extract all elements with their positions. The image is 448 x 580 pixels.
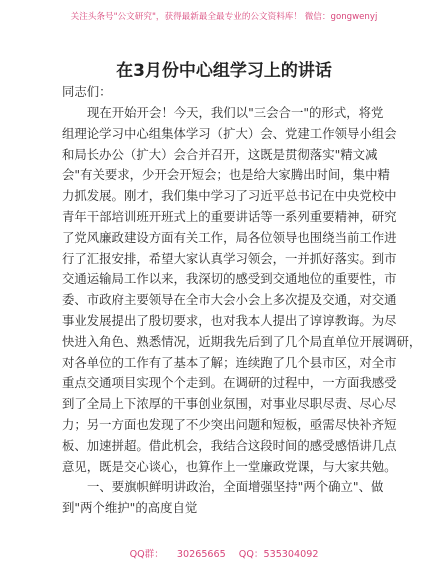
body-line: 力抓发展。刚才，我们集中学习了习近平总书记在中央党校中 (62, 188, 397, 204)
body-line: 和局长办公（扩大）会合并召开，这既是贯彻落实"精文减 (62, 146, 378, 162)
body-line: 重点交通项目实现个个走到。在调研的过程中，一方面我感受 (62, 375, 397, 391)
body-line: 到了全局上下浓厚的干事创业氛围，对事业尽职尽责、尽心尽 (62, 396, 397, 412)
body-line: 快进入角色、熟悉情况，近期我先后到了几个局直单位开展调研， (62, 333, 422, 349)
qq-group: QQ群： 30265665 (129, 549, 226, 560)
body-line: 对各单位的工作有了基本了解；连续跑了几个县市区，对全市 (62, 354, 397, 370)
body-line: 了党风廉政建设方面有关工作，局各位领导也围绕当前工作进 (62, 229, 397, 245)
qq-number: QQ：535304092 (238, 549, 319, 560)
body-line: 组理论学习中心组集体学习（扩大）会、党建工作领导小组会 (62, 125, 397, 141)
section-heading: 一、要旗帜鲜明讲政治，全面增强坚持"两个确立"、做 (87, 479, 384, 495)
body-line: 交通运输局工作以来，我深切的感受到交通地位的重要性，市 (62, 271, 397, 287)
contact-footer (0, 546, 448, 560)
salutation: 同志们： (62, 84, 112, 99)
body-line: 事业发展提出了殷切要求，也对我本人提出了谆谆教诲。为尽 (62, 312, 397, 328)
body-line: 委、市政府主要领导在全市大会小会上多次提及交通，对交通 (62, 292, 397, 308)
document-body (62, 103, 422, 519)
body-line: 现在开始开会！今天，我们以"三会合一"的形式，将党 (87, 105, 384, 120)
section-heading-cont: 到"两个维护"的高度自觉 (62, 500, 198, 516)
body-line: 青年干部培训班开班式上的重要讲话等一系列重要精神，研究 (62, 208, 397, 224)
promo-banner: 关注头条号"公文研究"，获得最新最全最专业的公文资料库！ 微信：gongwenyj (70, 12, 378, 22)
document-title: 在3月份中心组学习上的讲话 (116, 61, 332, 81)
body-line: 板、加速拼超。借此机会，我结合这段时间的感受感悟讲几点 (62, 437, 397, 453)
body-line: 行了汇报安排，希望大家认真学习领会，一并抓好落实。到市 (62, 250, 397, 266)
body-line: 力；另一方面也发现了不少突出问题和短板，亟需尽快补齐短 (62, 416, 397, 432)
body-line: 会"有关要求，少开会开短会；也是给大家腾出时间，集中精 (62, 167, 390, 183)
body-line: 意见，既是交心谈心，也算作上一堂廉政党课，与大家共勉。 (62, 458, 397, 474)
